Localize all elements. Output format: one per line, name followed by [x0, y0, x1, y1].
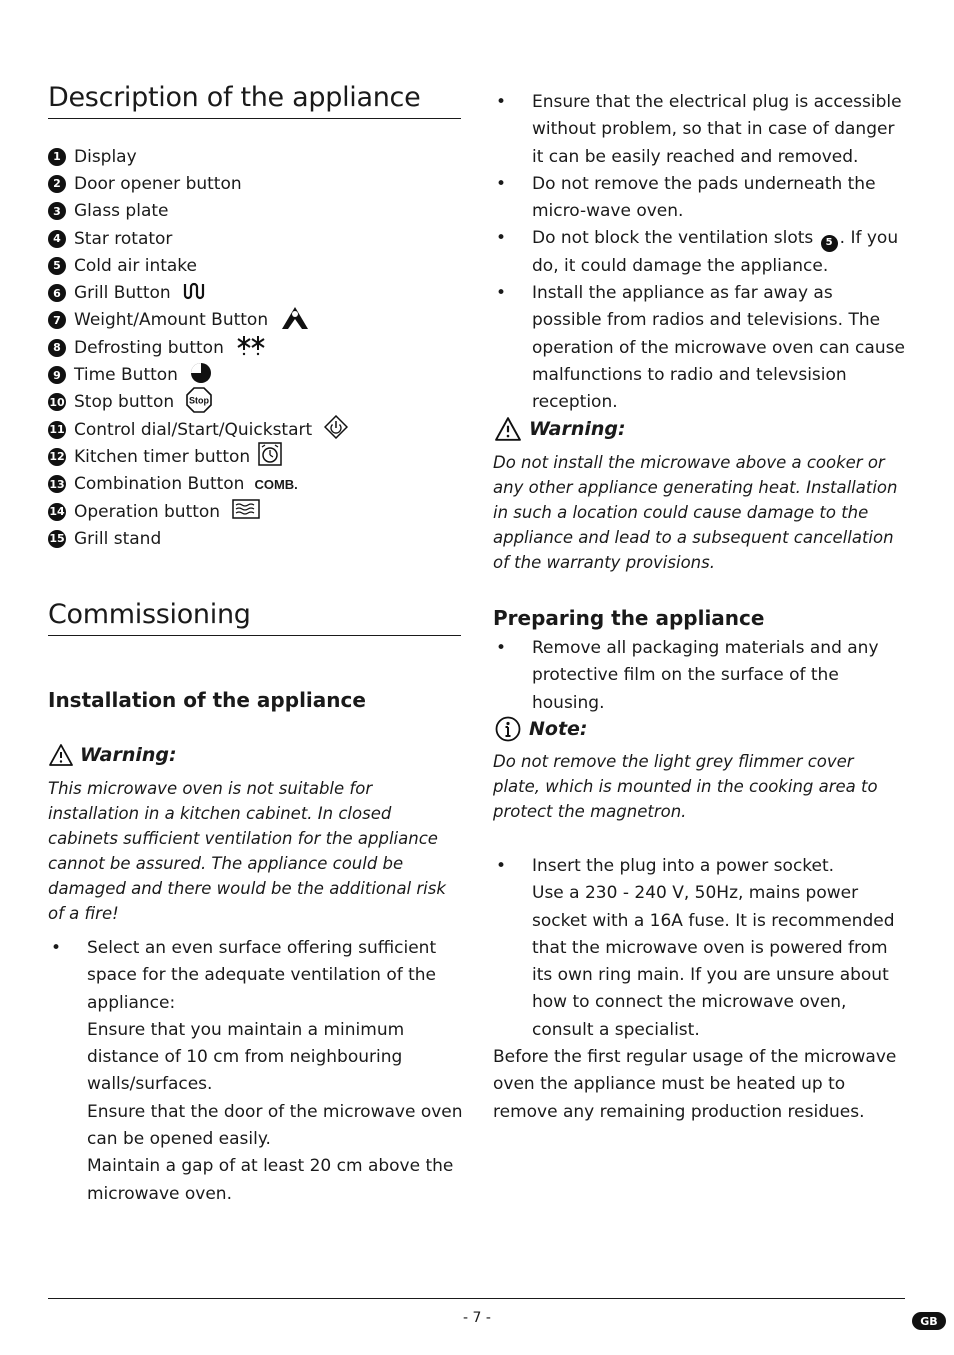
- part-reference-badge: 5: [821, 235, 838, 252]
- part-label: Kitchen timer button: [74, 446, 251, 467]
- list-item: [48, 361, 348, 388]
- part-label: Operation button: [74, 501, 221, 522]
- footer-divider: [48, 1298, 905, 1299]
- part-number-badge: 1: [48, 148, 66, 166]
- stop-icon-text: Stop: [189, 395, 210, 406]
- part-label: Glass plate: [74, 201, 169, 222]
- country-badge: GB: [912, 1312, 946, 1330]
- bullet-text: . If you do, it could damage the appliance.: [532, 228, 899, 276]
- warning-icon: [493, 416, 523, 442]
- list-item: [48, 170, 348, 197]
- part-label: Star rotator: [74, 228, 173, 249]
- preparing-bullets: [493, 635, 905, 717]
- stop-icon: [186, 387, 212, 418]
- clock-icon: [190, 362, 212, 389]
- list-item: [48, 198, 348, 225]
- warning-title: [48, 743, 177, 767]
- install-bullet-line: Ensure that the door of the microwave oven can be opened easily.: [87, 1101, 463, 1150]
- list-item: [48, 279, 348, 306]
- part-label: Defrosting button: [74, 337, 224, 358]
- part-label: Grill Button: [74, 283, 171, 304]
- part-number-badge: 4: [48, 230, 66, 248]
- installation-heading: Installation of the appliance: [48, 688, 366, 712]
- list-item: [48, 389, 348, 416]
- install-bullet-line: Ensure that you maintain a minimum distance of 10 cm from neighbouring walls/surfaces.: [87, 1019, 405, 1095]
- install-bullet-line: • Select an even surface offering sufficient space for the adequate ventilation of the appliance:: [87, 938, 437, 1013]
- part-label: Grill stand: [74, 528, 162, 549]
- install-bullet-line: Maintain a gap of at least 20 cm above the microwave oven.: [87, 1156, 454, 1204]
- note-text: Do not remove the light grey flimmer cover plate, which is mounted in the cooking area to protect the magnetron.: [493, 752, 878, 821]
- warning-title-text: Warning:: [529, 418, 626, 440]
- start-icon: [324, 415, 348, 444]
- list-item: [48, 498, 348, 525]
- part-number-badge: 12: [48, 448, 66, 466]
- part-number-badge: 10: [48, 393, 66, 411]
- list-item: • Do not remove the pads underneath the micro-wave oven.: [493, 171, 905, 226]
- part-number-badge: 6: [48, 284, 66, 302]
- list-item: • Ensure that the electrical plug is accessible without problem, so that in case of danger it can be easily reached and removed.: [493, 89, 905, 171]
- list-item: [493, 853, 905, 1044]
- weight-icon: [280, 305, 310, 336]
- list-item: [48, 252, 348, 279]
- grill-icon: [183, 282, 209, 305]
- part-label: Time Button: [74, 365, 178, 386]
- warning-title: [493, 416, 626, 442]
- part-label: Cold air intake: [74, 255, 198, 276]
- warning-icon: [48, 743, 74, 767]
- note-title-text: Note:: [529, 718, 588, 740]
- part-number-badge: 3: [48, 202, 66, 220]
- list-item: [48, 225, 348, 252]
- part-number-badge: 14: [48, 503, 66, 521]
- part-number-badge: 5: [48, 257, 66, 275]
- parts-list: [48, 143, 348, 552]
- preparing-heading: Preparing the appliance: [493, 606, 765, 630]
- list-item: [48, 935, 463, 1208]
- list-item: • Install the appliance as far away as possible from radios and televisions. The operation of the microwave oven can cause malfunctions to radio and televsision reception.: [493, 280, 905, 416]
- commissioning-heading: Commissioning: [48, 599, 461, 636]
- install-bullets: [48, 935, 463, 1208]
- plug-bullet-line: • Insert the plug into a power socket.: [532, 856, 835, 876]
- list-item: [493, 225, 905, 280]
- part-number-badge: 11: [48, 421, 66, 439]
- plug-bullet-line: Use a 230 - 240 V, 50Hz, mains power socket with a 16A fuse. It is recommended that the microwave oven is powered from its own ring main. If you are unsure about how to connect the microwave oven, consult a specialist.: [532, 883, 895, 1040]
- warning-text: This microwave oven is not suitable for installation in a kitchen cabinet. In closed cabinets sufficient ventilation for the appliance cannot be assured. The appliance could be damaged and there would be the additional risk of a fire!: [48, 779, 446, 923]
- defrost-icon: [236, 334, 266, 361]
- list-item: [48, 525, 348, 552]
- list-item: [48, 307, 348, 334]
- part-number-badge: 13: [48, 475, 66, 493]
- part-number-badge: 15: [48, 530, 66, 548]
- list-item: [48, 443, 348, 470]
- description-heading: Description of the appliance: [48, 82, 461, 119]
- list-item: [48, 471, 348, 498]
- part-label: Control dial/Start/Quickstart: [74, 419, 313, 440]
- bullet-text: Do not block the ventilation slots: [532, 228, 814, 249]
- page-number: - 7 -: [463, 1310, 491, 1326]
- part-label: Display: [74, 146, 137, 167]
- part-number-badge: 9: [48, 366, 66, 384]
- note-title: [493, 716, 588, 742]
- part-label: Stop button: [74, 392, 175, 413]
- part-number-badge: 8: [48, 339, 66, 357]
- list-item: [48, 143, 348, 170]
- timer-icon: [258, 442, 282, 471]
- part-number-badge: 2: [48, 175, 66, 193]
- list-item: [48, 416, 348, 443]
- warning-text: Do not install the microwave above a cooker or any other appliance generating heat. Installation in such a location could cause damage to the appliance and lead to a subsequent cancellation of the warranty provisions.: [493, 453, 898, 572]
- warning-title-text: Warning:: [80, 744, 177, 766]
- list-item: • Remove all packaging materials and any protective film on the surface of the housing.: [493, 635, 905, 717]
- safety-bullets: [493, 89, 905, 417]
- part-label: Combination Button: [74, 474, 245, 495]
- plug-bullets: [493, 853, 905, 1044]
- microwave-icon: [232, 499, 260, 524]
- info-icon: [493, 716, 523, 742]
- list-item: [48, 334, 348, 361]
- part-label: Door opener button: [74, 173, 242, 194]
- part-label: Weight/Amount Button: [74, 310, 269, 331]
- part-number-badge: 7: [48, 311, 66, 329]
- final-paragraph: Before the first regular usage of the microwave oven the appliance must be heated up to remove any remaining production residues.: [493, 1047, 897, 1122]
- comb-icon: COMB.: [254, 476, 298, 492]
